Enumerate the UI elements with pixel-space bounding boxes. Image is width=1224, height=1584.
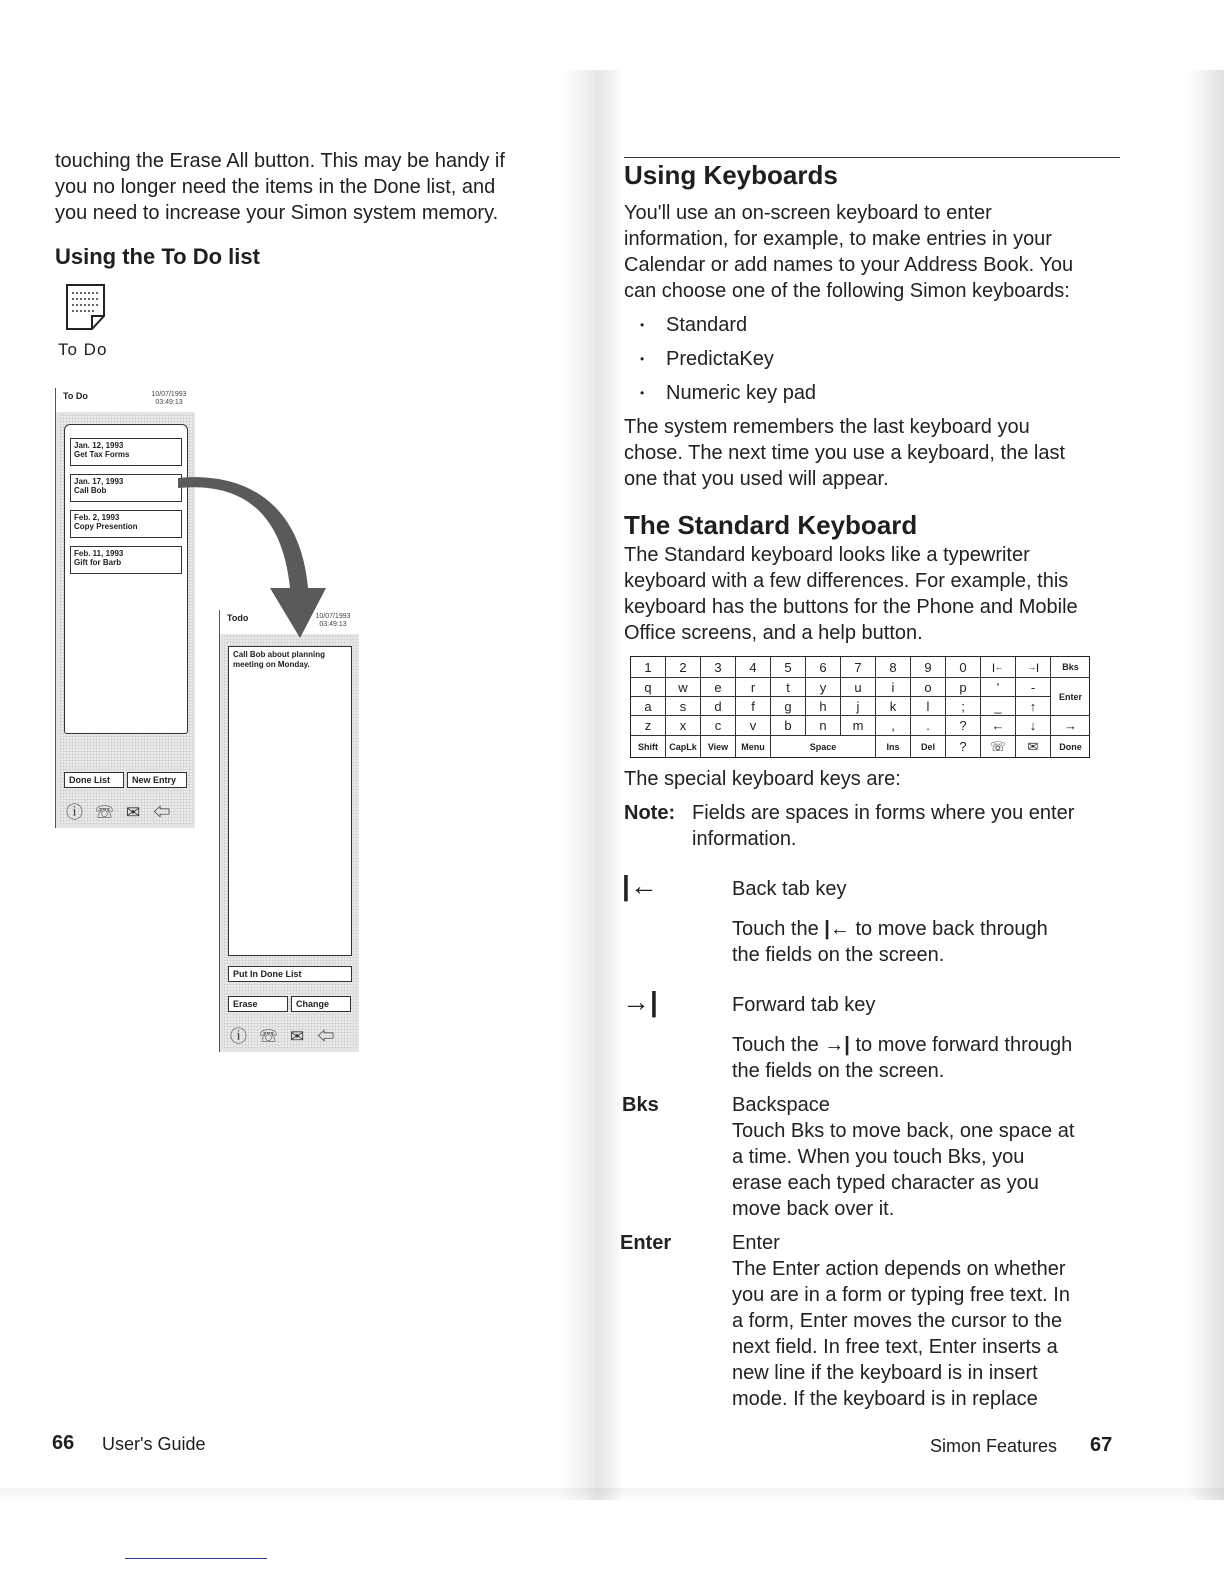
enter-key[interactable]: Enter bbox=[1051, 678, 1090, 716]
key[interactable]: 1 bbox=[631, 657, 666, 678]
key[interactable]: 3 bbox=[701, 657, 736, 678]
body-line: keyboard has the buttons for the Phone and Mobile bbox=[624, 596, 1078, 618]
back-tab-icon: |← bbox=[622, 870, 658, 901]
mobile-office-icon[interactable]: ✉ bbox=[290, 1027, 318, 1046]
new-entry-button[interactable]: New Entry bbox=[127, 772, 187, 788]
enter-line: new line if the keyboard is in insert bbox=[732, 1362, 1038, 1384]
note-label: Note: bbox=[624, 802, 676, 824]
bks-line: Backspace bbox=[732, 1094, 830, 1116]
todo-entry-date: Jan. 12, 1993 bbox=[74, 441, 124, 450]
subheading: The Standard Keyboard bbox=[624, 510, 918, 540]
todo-entry[interactable] bbox=[70, 510, 182, 538]
erase-button[interactable]: Erase bbox=[228, 996, 288, 1012]
done-list-button[interactable]: Done List bbox=[64, 772, 124, 788]
page-number: 67 bbox=[1090, 1434, 1113, 1456]
key[interactable]: z bbox=[631, 716, 666, 736]
forward-tab-desc bbox=[732, 1032, 1072, 1058]
key[interactable]: d bbox=[701, 697, 736, 716]
key[interactable]: s bbox=[666, 697, 701, 716]
key[interactable]: 8 bbox=[876, 657, 911, 678]
todo-entry[interactable] bbox=[70, 546, 182, 574]
back-tab-desc-line: the fields on the screen. bbox=[732, 944, 945, 966]
page-gutter-shadow bbox=[560, 70, 620, 1500]
key[interactable]: v bbox=[736, 716, 771, 736]
key[interactable]: j bbox=[841, 697, 876, 716]
scan-rule bbox=[125, 1558, 267, 1559]
screen-icon-bar bbox=[66, 798, 183, 823]
todo-entry[interactable] bbox=[70, 438, 182, 466]
enter-line: Enter bbox=[732, 1232, 780, 1254]
screen-icon-bar bbox=[230, 1022, 347, 1047]
caps-lock-key[interactable]: CapLk bbox=[666, 736, 701, 757]
bullet-item: Standard bbox=[666, 314, 748, 336]
down-arrow-key[interactable]: ↓ bbox=[1016, 716, 1051, 736]
heading-rule bbox=[624, 157, 1120, 158]
back-arrow-icon[interactable]: ⇦ bbox=[317, 1027, 348, 1046]
todo-note-field[interactable]: Call Bob about planning meeting on Monday. bbox=[228, 646, 352, 956]
todo-entry-date: Jan. 17, 1993 bbox=[74, 477, 124, 486]
mobile-office-icon[interactable]: ✉ bbox=[126, 803, 154, 822]
right-arrow-key[interactable]: → bbox=[1051, 716, 1090, 736]
bks-term: Bks bbox=[622, 1094, 659, 1116]
forward-tab-inline-icon: →| bbox=[824, 1034, 850, 1056]
screen-title: Todo bbox=[227, 613, 249, 623]
body-line: The Standard keyboard looks like a typewriter bbox=[624, 544, 1030, 566]
forward-tab-title: Forward tab key bbox=[732, 994, 876, 1016]
body-line: The system remembers the last keyboard you bbox=[624, 416, 1030, 438]
backspace-key[interactable]: Bks bbox=[1051, 657, 1090, 678]
key[interactable]: _ bbox=[981, 697, 1016, 716]
key[interactable]: x bbox=[666, 716, 701, 736]
enter-line: you are in a form or typing free text. In bbox=[732, 1284, 1070, 1306]
screen-header bbox=[56, 388, 195, 412]
intro-line: touching the Erase All button. This may be handy if bbox=[55, 150, 505, 172]
intro-line: you need to increase your Simon system memory. bbox=[55, 202, 499, 224]
enter-line: mode. If the keyboard is in replace bbox=[732, 1388, 1038, 1410]
body-line: chose. The next time you use a keyboard, the last bbox=[624, 442, 1065, 464]
up-arrow-key[interactable]: ↑ bbox=[1016, 697, 1051, 716]
phone-icon[interactable]: ☏ bbox=[260, 1027, 290, 1046]
key[interactable]: b bbox=[771, 716, 806, 736]
key[interactable]: - bbox=[1016, 678, 1051, 697]
intro-line: You'll use an on-screen keyboard to enter bbox=[624, 202, 992, 224]
page-edge-shadow bbox=[1188, 70, 1224, 1500]
footer-title: Simon Features bbox=[930, 1436, 1058, 1456]
put-in-done-list-button[interactable]: Put In Done List bbox=[228, 966, 352, 982]
back-tab-desc-post: to move back through bbox=[855, 918, 1048, 940]
section-heading: Using Keyboards bbox=[624, 160, 838, 190]
key[interactable]: 5 bbox=[771, 657, 806, 678]
key[interactable]: ; bbox=[946, 697, 981, 716]
enter-line: a form, Enter moves the cursor to the bbox=[732, 1310, 1063, 1332]
key[interactable]: 9 bbox=[911, 657, 946, 678]
key[interactable]: . bbox=[911, 716, 946, 736]
curved-arrow-icon bbox=[170, 470, 330, 650]
help-icon[interactable]: ⓘ bbox=[230, 1027, 260, 1046]
screen-date: 10/07/1993 bbox=[151, 391, 187, 398]
key[interactable]: f bbox=[736, 697, 771, 716]
screen-date: 10/07/1993 bbox=[315, 613, 351, 620]
key[interactable]: 0 bbox=[946, 657, 981, 678]
bks-line: erase each typed character as you bbox=[732, 1172, 1039, 1194]
key[interactable]: g bbox=[771, 697, 806, 716]
todo-entry-date: Feb. 11, 1993 bbox=[74, 549, 124, 558]
change-button[interactable]: Change bbox=[291, 996, 351, 1012]
enter-line: next field. In free text, Enter inserts a bbox=[732, 1336, 1058, 1358]
forward-tab-desc-line: the fields on the screen. bbox=[732, 1060, 945, 1082]
key[interactable]: h bbox=[806, 697, 841, 716]
forward-tab-icon: →| bbox=[622, 986, 658, 1017]
back-tab-inline-icon: |← bbox=[824, 918, 850, 940]
space-key[interactable]: Space bbox=[771, 736, 876, 757]
key[interactable]: ? bbox=[946, 716, 981, 736]
body-line: one that you used will appear. bbox=[624, 468, 889, 490]
key[interactable]: 7 bbox=[841, 657, 876, 678]
help-icon[interactable]: ? bbox=[946, 736, 981, 757]
bullet-item: Numeric key pad bbox=[666, 382, 817, 404]
screen-title: To Do bbox=[63, 391, 88, 401]
section-heading: Using the To Do list bbox=[55, 244, 260, 269]
todo-entry-text: Get Tax Forms bbox=[74, 450, 130, 459]
body-line: Office screens, and a help button. bbox=[624, 622, 923, 644]
key[interactable]: , bbox=[876, 716, 911, 736]
footer-title: User's Guide bbox=[102, 1434, 206, 1454]
todo-entry-text: Call Bob bbox=[74, 486, 107, 495]
key[interactable]: 4 bbox=[736, 657, 771, 678]
bullet-icon: • bbox=[640, 318, 645, 332]
key[interactable]: c bbox=[701, 716, 736, 736]
back-tab-desc bbox=[732, 916, 1048, 942]
todo-icon-label: To Do bbox=[58, 340, 108, 359]
key[interactable]: l bbox=[911, 697, 946, 716]
todo-entry-text: Copy Presention bbox=[74, 522, 138, 531]
help-icon[interactable]: ⓘ bbox=[66, 803, 96, 822]
enter-line: The Enter action depends on whether bbox=[732, 1258, 1066, 1280]
back-tab-key[interactable]: |← bbox=[981, 657, 1016, 678]
key[interactable]: i bbox=[876, 678, 911, 697]
bks-line: a time. When you touch Bks, you bbox=[732, 1146, 1025, 1168]
forward-tab-key[interactable]: →| bbox=[1016, 657, 1051, 678]
todo-entry-text: Gift for Barb bbox=[74, 558, 122, 567]
back-tab-title: Back tab key bbox=[732, 878, 847, 900]
phone-icon[interactable]: ☏ bbox=[981, 736, 1016, 757]
intro-line: you no longer need the items in the Done list, and bbox=[55, 176, 496, 198]
key[interactable]: y bbox=[806, 678, 841, 697]
key[interactable]: 6 bbox=[806, 657, 841, 678]
key[interactable]: t bbox=[771, 678, 806, 697]
insert-key[interactable]: Ins bbox=[876, 736, 911, 757]
key[interactable]: o bbox=[911, 678, 946, 697]
menu-key[interactable]: Menu bbox=[736, 736, 771, 757]
intro-line: can choose one of the following Simon keyboards: bbox=[624, 280, 1070, 302]
intro-line: information, for example, to make entries in your bbox=[624, 228, 1052, 250]
screen-time: 03:49:13 bbox=[319, 621, 347, 628]
key[interactable]: 2 bbox=[666, 657, 701, 678]
bks-line: move back over it. bbox=[732, 1198, 895, 1220]
todo-entry[interactable] bbox=[70, 474, 182, 502]
key[interactable]: r bbox=[736, 678, 771, 697]
key[interactable]: n bbox=[806, 716, 841, 736]
bullet-item: PredictaKey bbox=[666, 348, 774, 370]
forward-tab-desc-pre: Touch the bbox=[732, 1034, 819, 1056]
key[interactable]: k bbox=[876, 697, 911, 716]
key[interactable]: p bbox=[946, 678, 981, 697]
back-arrow-icon[interactable]: ⇦ bbox=[153, 803, 184, 822]
key[interactable]: u bbox=[841, 678, 876, 697]
screen-time: 03:49:13 bbox=[155, 399, 183, 406]
note-line: information. bbox=[692, 828, 797, 850]
todo-detail-screen bbox=[219, 610, 359, 1052]
bks-line: Touch Bks to move back, one space at bbox=[732, 1120, 1075, 1142]
left-arrow-key[interactable]: ← bbox=[981, 716, 1016, 736]
key[interactable]: ' bbox=[981, 678, 1016, 697]
note-line: Fields are spaces in forms where you enter bbox=[692, 802, 1075, 824]
shift-key[interactable]: Shift bbox=[631, 736, 666, 757]
body-line: The special keyboard keys are: bbox=[624, 768, 901, 790]
enter-term: Enter bbox=[620, 1232, 672, 1254]
phone-icon[interactable]: ☏ bbox=[96, 803, 126, 822]
mobile-office-icon[interactable]: ✉ bbox=[1016, 736, 1051, 757]
bullet-icon: • bbox=[640, 386, 645, 400]
body-line: keyboard with a few differences. For example, this bbox=[624, 570, 1069, 592]
standard-keyboard bbox=[630, 656, 1090, 758]
view-key[interactable]: View bbox=[701, 736, 736, 757]
key[interactable]: m bbox=[841, 716, 876, 736]
screen-datetime bbox=[144, 391, 194, 407]
key[interactable]: w bbox=[666, 678, 701, 697]
back-tab-desc-pre: Touch the bbox=[732, 918, 819, 940]
intro-line: Calendar or add names to your Address Book. You bbox=[624, 254, 1074, 276]
forward-tab-desc-post: to move forward through bbox=[855, 1034, 1073, 1056]
done-key[interactable]: Done bbox=[1059, 741, 1082, 752]
todo-icon bbox=[66, 284, 106, 330]
key[interactable]: a bbox=[631, 697, 666, 716]
key[interactable]: q bbox=[631, 678, 666, 697]
key[interactable]: e bbox=[701, 678, 736, 697]
bullet-icon: • bbox=[640, 352, 645, 366]
page-bottom-shadow bbox=[0, 1488, 1224, 1502]
page-number: 66 bbox=[52, 1432, 75, 1454]
delete-key[interactable]: Del bbox=[911, 736, 946, 757]
todo-entry-date: Feb. 2, 1993 bbox=[74, 513, 120, 522]
